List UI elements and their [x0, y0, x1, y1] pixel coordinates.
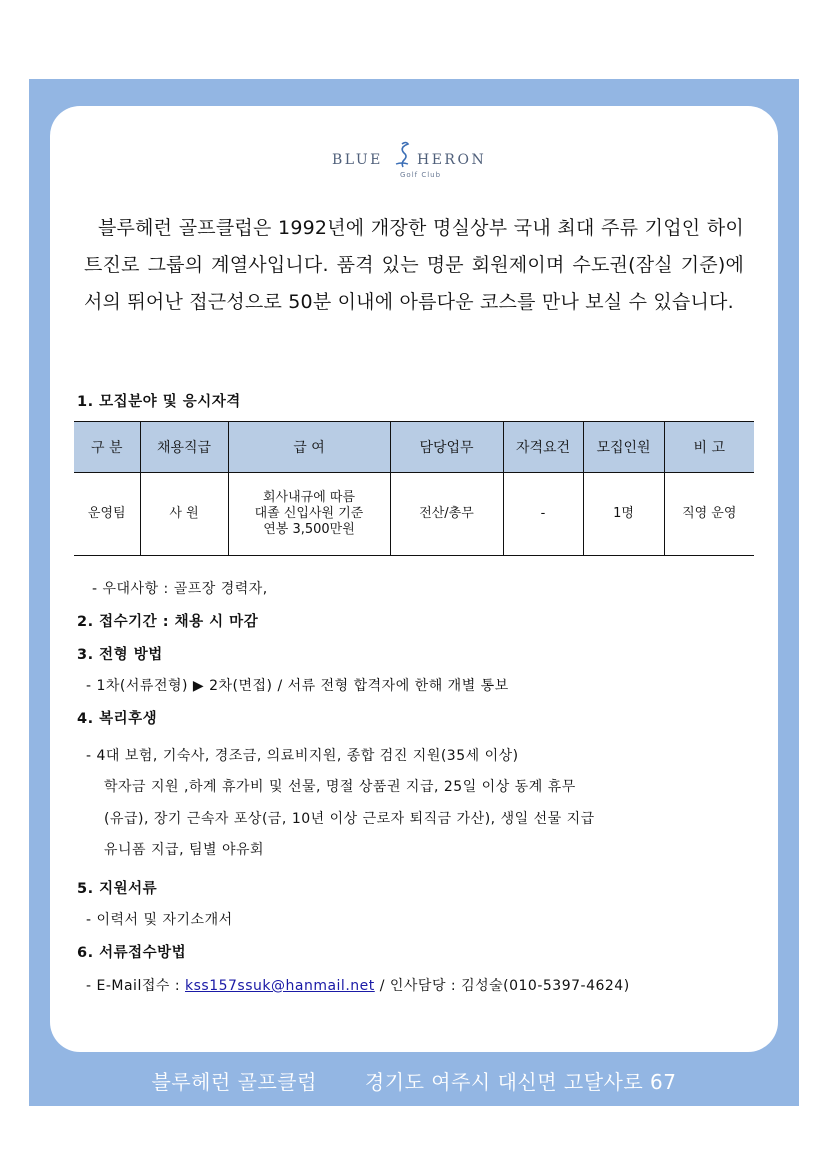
table-header-row: [74, 422, 754, 473]
section-3-heading: 3. 전형 방법: [77, 647, 163, 663]
benefit-line: 유니폼 지급, 팀별 야유회: [104, 842, 265, 858]
preference-text: - 우대사항 : 골프장 경력자,: [92, 581, 268, 597]
intro-text: 블루헤런 골프클럽은 1992년에 개장한 명실상부 국내 최대 주류 기업인 하이트진로 그룹의 계열사입니다. 품격 있는 명문 회원제이며 수도권(잠실 기준)에서의 뛰어난 접근성으로 50분 이내에 아름다운 코스를 만나 보실 수 있습니다.: [84, 217, 744, 313]
cell-rank: 사 원: [140, 473, 228, 556]
section-1-heading: 1. 모집분야 및 응시자격: [77, 394, 241, 410]
table-row: [74, 473, 754, 556]
salary-line: 회사내규에 따름: [262, 490, 356, 505]
footer-text: 블루헤런 골프클럽 경기도 여주시 대신면 고달사로 67: [151, 1070, 677, 1094]
method-prefix: - E-Mail접수 :: [86, 978, 186, 994]
cell-qualification: -: [503, 473, 583, 556]
cell-salary: [228, 473, 390, 556]
section-2-heading: 2. 접수기간 : 채용 시 마감: [77, 614, 259, 630]
documents-text: - 이력서 및 자기소개서: [86, 912, 233, 928]
blue-heron-logo: [330, 140, 500, 184]
header-rank: 채용직급: [140, 422, 228, 473]
header-headcount: 모집인원: [583, 422, 664, 473]
section-6-heading: 6. 서류접수방법: [77, 945, 187, 961]
salary-line: 대졸 신입사원 기준: [254, 506, 364, 521]
salary-line: 연봉 3,500만원: [263, 522, 355, 537]
header-salary: 급 여: [228, 422, 390, 473]
header-note: 비 고: [664, 422, 754, 473]
cell-division: 운영팀: [74, 473, 140, 556]
logo-word-right: HERON: [417, 152, 487, 168]
header-qualification: 자격요건: [503, 422, 583, 473]
recruitment-table: [74, 421, 754, 556]
section-4-heading: 4. 복리후생: [77, 711, 158, 727]
section-5-heading: 5. 지원서류: [77, 881, 158, 897]
cell-headcount: 1명: [583, 473, 664, 556]
header-division: 구 분: [74, 422, 140, 473]
benefit-line: - 4대 보험, 기숙사, 경조금, 의료비지원, 종합 검진 지원(35세 이상): [86, 748, 519, 764]
benefit-line: 학자금 지원 ,하계 휴가비 및 선물, 명절 상품권 지급, 25일 이상 동계 휴무: [104, 779, 576, 795]
email-link[interactable]: kss157ssuk@hanmail.net: [185, 978, 375, 994]
logo-subtitle: Golf Club: [400, 171, 442, 179]
cell-duty: 전산/총무: [390, 473, 503, 556]
intro-paragraph: [84, 210, 744, 321]
cell-note: 직영 운영: [664, 473, 754, 556]
heron-icon: [390, 140, 414, 174]
benefit-line: (유급), 장기 근속자 포상(금, 10년 이상 근로자 퇴직금 가산), 생일 선물 지급: [104, 811, 595, 827]
process-text: - 1차(서류전형) ▶ 2차(면접) / 서류 전형 합격자에 한해 개별 통보: [86, 678, 509, 694]
logo-word-left: BLUE: [332, 152, 383, 168]
header-duty: 담당업무: [390, 422, 503, 473]
method-suffix: / 인사담당 : 김성술(010-5397-4624): [374, 978, 630, 994]
application-method: [86, 975, 630, 995]
